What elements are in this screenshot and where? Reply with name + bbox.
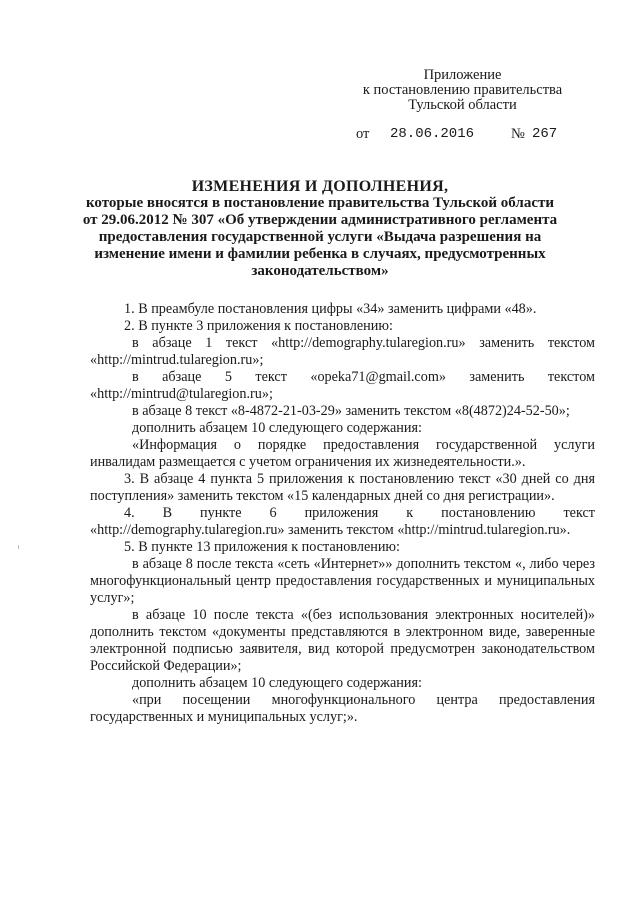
document-date: 28.06.2016 <box>390 126 475 142</box>
paragraph-2-quote: «Информация о порядке предоставления государственной услуги инвалидам размещается с учетом ограничения их жизнедеятельности.». <box>90 437 595 470</box>
document-title <box>80 178 560 280</box>
paragraph-2: 2. В пункте 3 приложения к постановлению: <box>124 318 393 334</box>
appendix-header <box>350 68 575 113</box>
title-line: которые вносятся в постановление правительства Тульской области <box>85 195 555 211</box>
number-label: № <box>511 126 525 142</box>
paragraph-5-subitem: в абзаце 10 после текста «(без использования электронных носителей)» дополнить текстом «документы представляются в электронном виде, заверенные электронной подписью заявителя, вид которой предусмотрен законодательством Российской Федерации»; <box>90 607 595 674</box>
appendix-line: Тульской области <box>408 97 517 113</box>
paragraph-5-subitem: в абзаце 8 после текста «сеть «Интернет»» дополнить текстом «, либо через многофункциональный центр предоставления государственных и муниципальных услуг»; <box>90 556 595 606</box>
paragraph-2-subitem: в абзаце 5 текст «opeka71@gmail.com» заменить текстом «http://mintrud@tularegion.ru»; <box>90 369 595 402</box>
paragraph-2-subitem: дополнить абзацем 10 следующего содержания: <box>132 420 422 436</box>
appendix-line: к постановлению правительства <box>362 82 563 98</box>
paragraph-5-subitem: дополнить абзацем 10 следующего содержания: <box>132 675 422 691</box>
paragraph-5-quote: «при посещении многофункционального центра предоставления государственных и муниципальных услуг;». <box>90 692 595 725</box>
title-line: изменение имени и фамилии ребенка в случаях, предусмотренных <box>94 246 546 262</box>
title-line: от 29.06.2012 № 307 «Об утверждении административного регламента <box>82 212 558 228</box>
document-number: 267 <box>532 126 558 142</box>
title-line: предоставления государственной услуги «Выдача разрешения на <box>98 229 542 245</box>
title-main: ИЗМЕНЕНИЯ И ДОПОЛНЕНИЯ, <box>191 178 449 195</box>
paragraph-3: 3. В абзаце 4 пункта 5 приложения к постановлению текст «30 дней со дня поступления» заменить текстом «15 календарных дней со дня регистрации». <box>90 471 595 504</box>
paragraph-2-subitem: в абзаце 8 текст «8-4872-21-03-29» заменить текстом «8(4872)24-52-50»; <box>132 403 570 419</box>
paragraph-4: 4. В пункте 6 приложения к постановлению текст «http://demography.tularegion.ru» заменить текстом «http://mintrud.tularegion.ru». <box>90 505 595 538</box>
appendix-line: Приложение <box>423 67 502 83</box>
paragraph-5: 5. В пункте 13 приложения к постановлению: <box>124 539 400 555</box>
paragraph-2-subitem: в абзаце 1 текст «http://demography.tularegion.ru» заменить текстом «http://mintrud.tularegion.ru»; <box>90 335 595 368</box>
document-body <box>90 301 595 726</box>
date-label: от <box>356 126 370 142</box>
title-line: законодательством» <box>251 263 389 279</box>
paragraph-1: 1. В преамбуле постановления цифры «34» заменить цифрами «48». <box>124 301 537 317</box>
scan-margin-mark <box>18 545 19 549</box>
